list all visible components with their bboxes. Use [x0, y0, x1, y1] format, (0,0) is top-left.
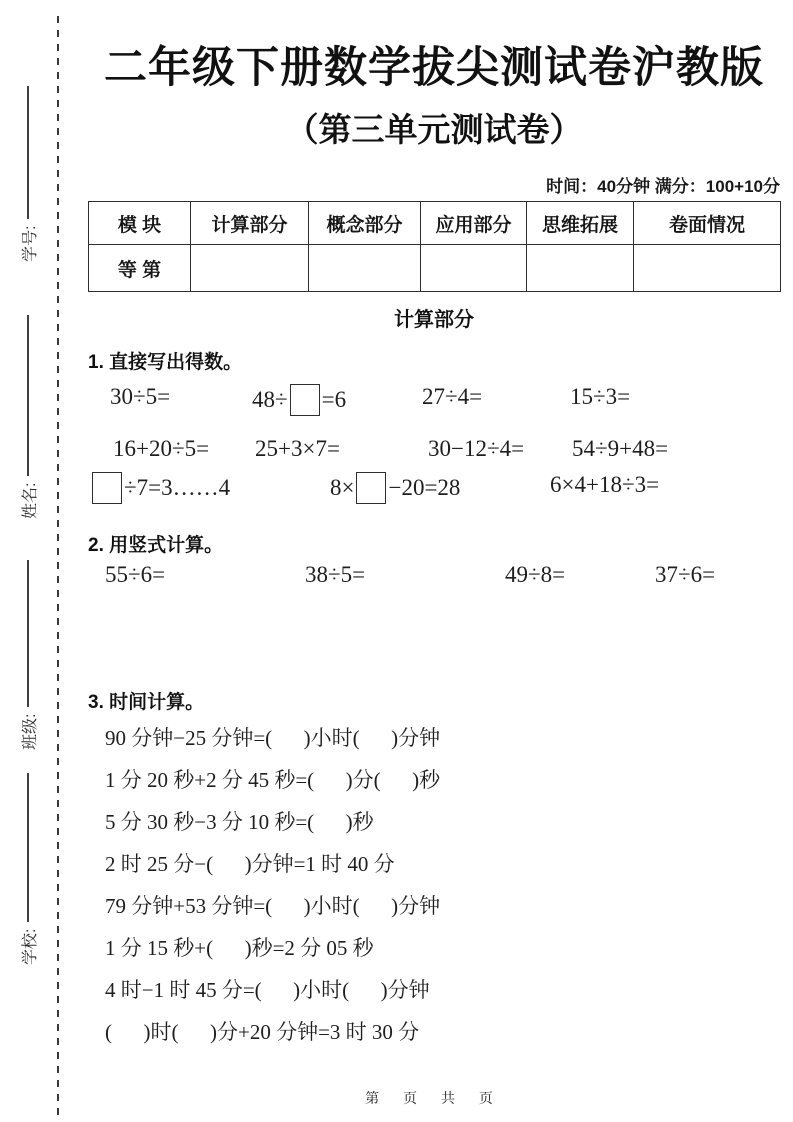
- grade-cell-neatness: [634, 245, 781, 292]
- q1-expr-box-div-7-right: ÷7=3……4: [124, 475, 231, 500]
- q1-expr-8-times-box-left: 8×: [330, 475, 355, 500]
- q1-expr-54-div: 54÷9+48=: [572, 436, 669, 461]
- side-field-school: [14, 773, 42, 965]
- name-label: 姓名:: [21, 482, 39, 519]
- section-heading-calculation: 计算部分: [394, 309, 474, 331]
- school-label: 学校:: [21, 928, 39, 965]
- q2-expr-55-div-6: 55÷6=: [105, 562, 166, 587]
- q2-expr-37-div-6: 37÷6=: [655, 562, 716, 587]
- answer-box: [356, 472, 386, 504]
- q1-expr-8-times-box-right: −20=28: [388, 475, 461, 500]
- q1-expr-25-plus: 25+3×7=: [255, 436, 340, 461]
- student-number-label: 学号:: [21, 225, 39, 262]
- q3-line-1: 90 分钟−25 分钟=( )小时( )分钟: [105, 726, 441, 750]
- student-number-blank-line: [27, 86, 29, 219]
- paper-title: 二年级下册数学拔尖测试卷沪教版: [104, 44, 764, 92]
- q3-line-6: 1 分 15 秒+( )秒=2 分 05 秒: [105, 936, 374, 960]
- score-col-application: 应用部分: [421, 202, 527, 245]
- q1-label: 1. 直接写出得数。: [88, 352, 243, 373]
- q1-expr-48-div-box-left: 48÷: [252, 387, 288, 412]
- class-label: 班级:: [21, 713, 39, 750]
- score-table: [88, 201, 781, 292]
- q1-expr-15-div-3: 15÷3=: [570, 384, 631, 409]
- q2-row: [88, 562, 780, 602]
- score-col-concept: 概念部分: [309, 202, 421, 245]
- name-blank-line: [27, 315, 29, 476]
- binding-dashed-line: [57, 16, 59, 1122]
- score-col-thinking: 思维拓展: [527, 202, 634, 245]
- answer-box: [290, 384, 320, 416]
- score-col-calculation: 计算部分: [191, 202, 309, 245]
- side-field-name: [14, 315, 42, 519]
- grade-row-label: 等 第: [89, 245, 191, 292]
- class-blank-line: [27, 560, 29, 707]
- q1-expr-30-div-5: 30÷5=: [110, 384, 171, 409]
- q1-expr-27-div-4: 27÷4=: [422, 384, 483, 409]
- grade-cell-calculation: [191, 245, 309, 292]
- q3-line-5: 79 分钟+53 分钟=( )小时( )分钟: [105, 894, 441, 918]
- answer-box: [92, 472, 122, 504]
- score-table-header-row: [89, 202, 781, 245]
- q3-line-4: 2 时 25 分−( )分钟=1 时 40 分: [105, 852, 395, 876]
- score-col-neatness: 卷面情况: [634, 202, 781, 245]
- paper-subtitle: （第三单元测试卷）: [285, 111, 583, 148]
- q1-expr-6-times-4: 6×4+18÷3=: [550, 472, 660, 497]
- score-table-grade-row: [89, 245, 781, 292]
- page-footer: 第 页 共 页: [365, 1090, 503, 1106]
- q1-row1: [88, 384, 780, 424]
- score-col-module: 模 块: [89, 202, 191, 245]
- q1-expr-48-div-box: [252, 384, 346, 416]
- q1-expr-30-minus: 30−12÷4=: [428, 436, 525, 461]
- q2-label: 2. 用竖式计算。: [88, 535, 224, 556]
- grade-cell-thinking: [527, 245, 634, 292]
- grade-cell-concept: [309, 245, 421, 292]
- q3-line-2: 1 分 20 秒+2 分 45 秒=( )分( )秒: [105, 768, 441, 792]
- q1-expr-48-div-box-right: =6: [321, 387, 347, 412]
- q3-line-7: 4 时−1 时 45 分=( )小时( )分钟: [105, 978, 430, 1002]
- side-field-student-number: [14, 86, 42, 262]
- school-blank-line: [27, 773, 29, 922]
- q3-line-8: ( )时( )分+20 分钟=3 时 30 分: [105, 1020, 420, 1044]
- time-and-score-info: 时间：40分钟 满分：100+10分: [546, 177, 780, 196]
- q2-expr-49-div-8: 49÷8=: [505, 562, 566, 587]
- q1-expr-box-div-7: [90, 472, 230, 504]
- q2-expr-38-div-5: 38÷5=: [305, 562, 366, 587]
- q1-expr-8-times-box: [330, 472, 460, 504]
- q1-expr-16-plus: 16+20÷5=: [113, 436, 210, 461]
- q3-label: 3. 时间计算。: [88, 692, 205, 713]
- q1-row2: [88, 436, 780, 476]
- grade-cell-application: [421, 245, 527, 292]
- q3-line-3: 5 分 30 秒−3 分 10 秒=( )秒: [105, 810, 374, 834]
- q1-row3: [88, 472, 780, 512]
- side-field-class: [14, 560, 42, 750]
